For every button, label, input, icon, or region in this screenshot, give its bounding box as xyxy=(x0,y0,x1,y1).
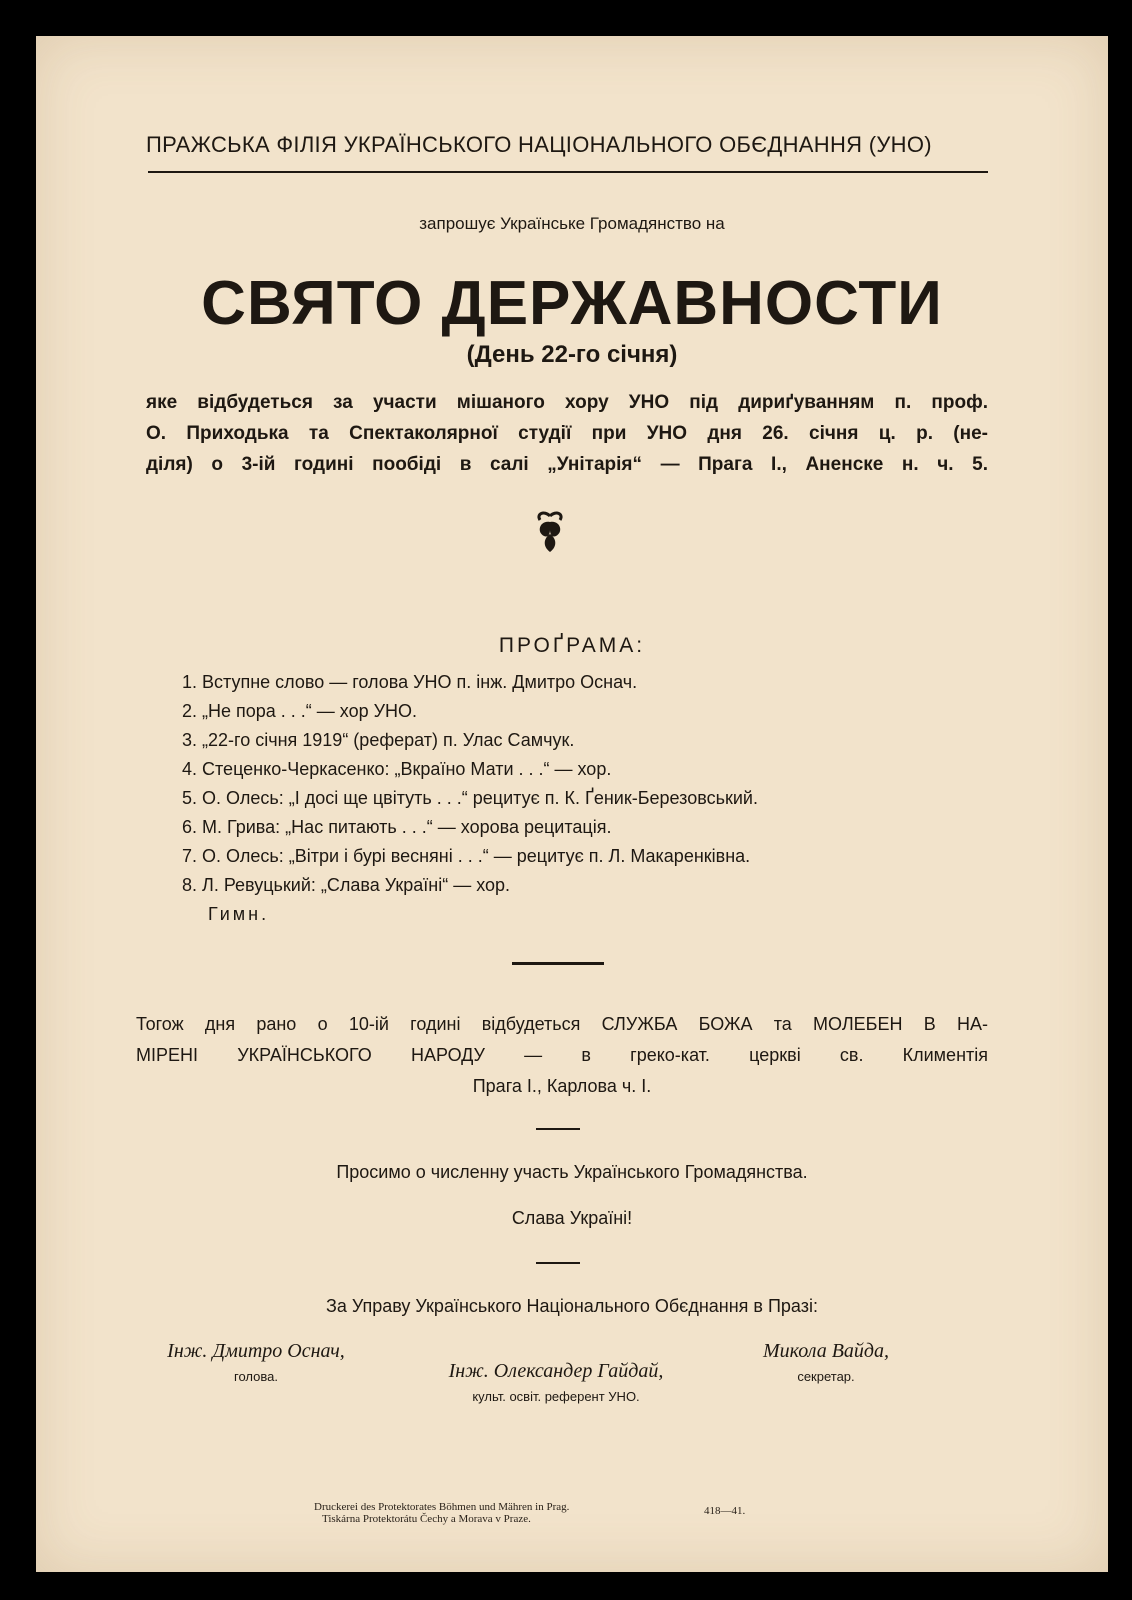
description-line: діля) о 3-ій годині пообіді в салі „Унітарія“ — Прага I., Аненске н. ч. 5. xyxy=(146,454,988,475)
program-item: 3. „22-го січня 1919“ (реферат) п. Улас Самчук. xyxy=(182,730,575,750)
program-item: 5. О. Олесь: „І досі ще цвітуть . . .“ рецитує п. К. Ґеник-Березовський. xyxy=(182,788,758,808)
printer-imprint xyxy=(314,1501,746,1525)
print-job-number: 418—41. xyxy=(704,1505,746,1517)
fleuron-icon xyxy=(530,508,570,558)
section-divider xyxy=(512,962,604,965)
program-list xyxy=(182,668,758,929)
event-title: СВЯТО ДЕРЖАВНОСТИ xyxy=(201,269,943,338)
signature-block xyxy=(396,1360,716,1404)
header-rule xyxy=(148,171,988,173)
invitation-line: запрошує Українське Громадянство на xyxy=(419,214,725,233)
program-item: 6. М. Грива: „Нас питають . . .“ — хорова рецитація. xyxy=(182,817,612,837)
signatory-name: Інж. Дмитро Оснач, xyxy=(167,1340,345,1362)
program-item: 1. Вступне слово — голова УНО п. інж. Дмитро Оснач. xyxy=(182,672,638,692)
section-divider xyxy=(536,1262,580,1264)
program-heading: ПРОҐРАМА: xyxy=(498,634,646,657)
program-item: 8. Л. Ревуцький: „Слава Україні“ — хор. xyxy=(182,875,511,895)
program-closing: Гимн. xyxy=(208,904,270,924)
service-line: МІРЕНІ УКРАЇНСЬКОГО НАРОДУ — в греко-кат. церкві св. Климентія xyxy=(136,1045,988,1065)
church-service-notice xyxy=(136,1009,988,1102)
section-divider xyxy=(536,1128,580,1130)
signature-block xyxy=(716,1340,936,1384)
signatory-role: секретар. xyxy=(797,1369,855,1384)
event-description xyxy=(146,392,988,485)
description-line: яке відбудеться за участи мішаного хору УНО під дириґуванням п. проф. xyxy=(146,392,988,413)
printer-line: Tiskárna Protektorátu Čechy a Morava v Praze. xyxy=(322,1513,531,1525)
slogan-line: Слава Україні! xyxy=(511,1208,633,1228)
signatory-name: Микола Вайда, xyxy=(762,1340,890,1362)
poster-sheet xyxy=(36,36,1108,1572)
organization-header: ПРАЖСЬКА ФІЛІЯ УКРАЇНСЬКОГО НАЦІОНАЛЬНОГО ОБЄДНАННЯ (УНО) xyxy=(146,132,932,157)
signatory-role: голова. xyxy=(234,1369,278,1384)
signature-block xyxy=(136,1340,376,1384)
event-subtitle: (День 22-го січня) xyxy=(466,341,678,368)
service-line: Прага I., Карлова ч. I. xyxy=(472,1076,652,1096)
program-item: 2. „Не пора . . .“ — хор УНО. xyxy=(182,701,418,721)
program-item: 4. Стеценко-Черкасенко: „Вкраїно Мати . . .“ — хор. xyxy=(182,759,612,779)
appeal-line: Просимо о численну участь Українського Громадянства. xyxy=(336,1162,808,1182)
service-line: Тогож дня рано о 10-ій годині відбудеться СЛУЖБА БОЖА та МОЛЕБЕН В НА- xyxy=(136,1014,988,1034)
signatory-name: Інж. Олександер Гайдай, xyxy=(448,1360,664,1382)
program-item: 7. О. Олесь: „Вітри і бурі весняні . . .“ — рецитує п. Л. Макаренківна. xyxy=(182,846,751,866)
board-line: За Управу Українського Національного Обєднання в Празі: xyxy=(325,1296,818,1316)
description-line: О. Приходька та Спектаколярної студії при УНО дня 26. січня ц. р. (не- xyxy=(146,423,988,444)
signatory-role: культ. освіт. референт УНО. xyxy=(472,1389,640,1404)
printer-line: Druckerei des Protektorates Böhmen und Mähren in Prag. xyxy=(314,1501,570,1513)
